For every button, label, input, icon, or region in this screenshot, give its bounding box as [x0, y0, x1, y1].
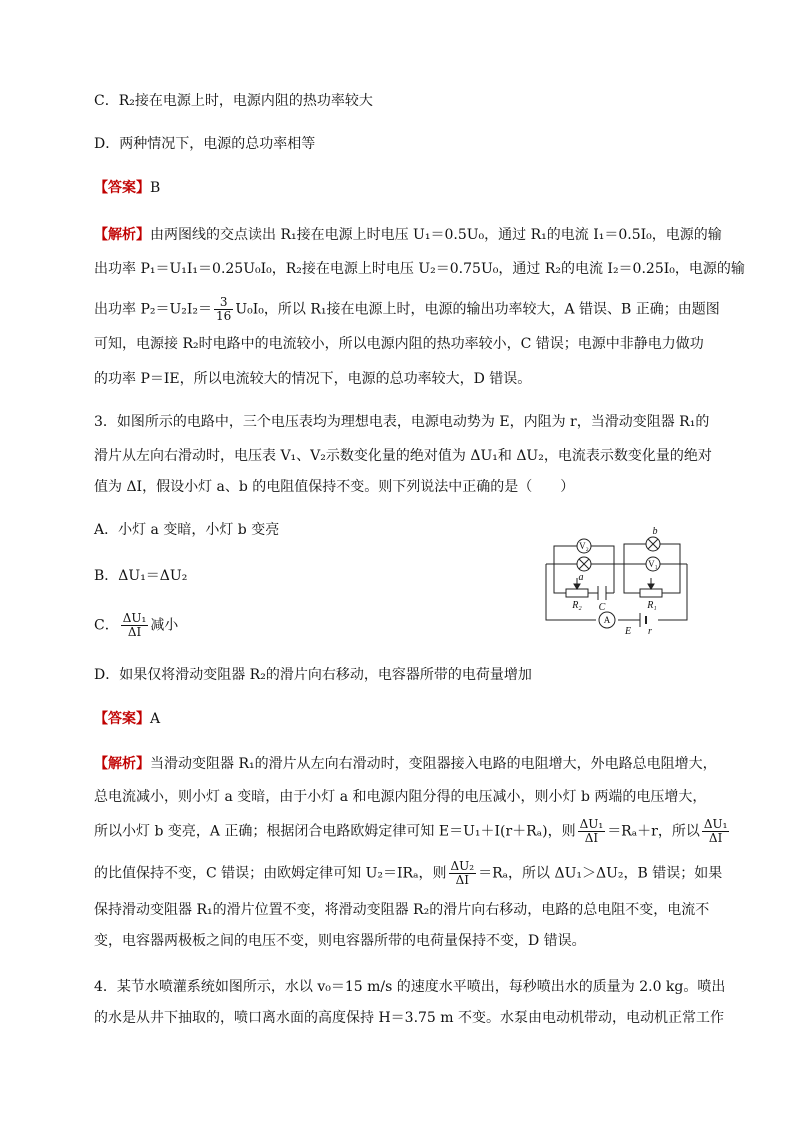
answer-tag: 【答案】	[94, 180, 150, 196]
circuit-diagram	[544, 524, 689, 640]
label-e: E	[624, 626, 632, 637]
wire	[624, 564, 640, 593]
q4-stem-line-1: 4．某节水喷灌系统如图所示，水以 v₀＝15 m/s 的速度水平喷出，每秒喷出水的质量为 2.0 kg。喷出	[94, 979, 726, 995]
q2-analysis-line-2	[94, 259, 745, 279]
analysis-tag: 【解析】	[94, 227, 150, 243]
answer-value: B	[150, 180, 161, 196]
q3-stem-line-2: 滑片从左向右滑动时，电压表 V₁、V₂示数变化量的绝对值为 ΔU₁和 ΔU₂，电流表示数变化量的绝对	[94, 448, 712, 464]
q3-analysis-line-3	[94, 818, 731, 845]
q3-option-c	[94, 612, 178, 639]
option-label: C．	[94, 617, 119, 634]
answer-value: A	[150, 711, 161, 727]
analysis-tag: 【解析】	[94, 756, 150, 772]
q2-option-d: D．两种情况下，电源的总功率相等	[94, 136, 316, 152]
label-c: C	[598, 602, 606, 613]
q3-analysis-line-6: 变，电容器两极板之间的电压不变，则电容器所带的电荷量保持不变，D 错误。	[94, 933, 586, 949]
fraction-numerator: ΔU₂	[450, 859, 475, 873]
label-v1: V₁	[648, 559, 658, 569]
rheostat-r1	[640, 589, 662, 597]
analysis-text: 当滑动变阻器 R₁的滑片从左向右滑动时，变阻器接入电路的电阻增大，外电路总电阻增大，	[150, 756, 717, 772]
fraction-denominator: ΔI	[584, 831, 599, 845]
fraction-numerator: ΔU₁	[122, 611, 147, 625]
q3-stem-line-1: 3．如图所示的电路中，三个电压表均为理想电表，电源电动势为 E，内阻为 r，当滑动变阻器 R₁的	[94, 414, 710, 430]
fraction-numerator: ΔU₁	[579, 817, 604, 831]
analysis-text: ，所以 R₁接在电源上时，电源的输出功率较大，A 错误、B 正确；由题图	[263, 301, 720, 318]
fraction	[214, 296, 233, 323]
label-r1: R₁	[647, 600, 657, 611]
q2-analysis-line-1	[94, 225, 722, 245]
analysis-text: 由两图线的交点读出 R₁接在电源上时电压 U₁＝0.5U₀，通过 R₁的电流 I₁＝0.5I₀，电源的输	[150, 227, 722, 243]
wire	[660, 544, 680, 564]
label-v2: V₂	[579, 541, 589, 551]
analysis-text: ＝Rₐ，所以 ΔU₁＞ΔU₂，B 错误；如果	[478, 865, 723, 882]
fraction-denominator: ΔI	[455, 873, 469, 887]
fraction-denominator: 16	[216, 309, 232, 323]
analysis-text: ＝Rₐ＋r，所以	[607, 823, 700, 840]
q2-analysis-line-5: 的功率 P＝IE，所以电流较大的情况下，电源的总功率较大，D 错误。	[94, 371, 532, 387]
wire	[591, 546, 614, 564]
label-ammeter: A	[603, 615, 611, 625]
wire	[554, 546, 577, 564]
label-b: b	[652, 526, 658, 537]
q3-option-a: A．小灯 a 变暗，小灯 b 变亮	[94, 522, 280, 538]
q3-option-d: D．如果仅将滑动变阻器 R₂的滑片向右移动，电容器所带的电荷量增加	[94, 667, 532, 683]
q3-analysis-line-1	[94, 754, 717, 774]
q2-option-c: C．R₂接在电源上时，电源内阻的热功率较大	[94, 93, 373, 109]
label-a: a	[578, 572, 584, 583]
q3-stem-line-3: 值为 ΔI，假设小灯 a、b 的电阻值保持不变。则下列说法中正确的是（ ）	[94, 479, 575, 495]
label-r: r	[648, 626, 652, 637]
fraction	[449, 860, 477, 887]
fraction-numerator: 3	[214, 296, 233, 310]
fraction-denominator: ΔI	[127, 625, 142, 639]
q2-analysis-line-4: 可知，电源接 R₂时电路中的电流较小，所以电源内阻的热功率较小，C 错误；电源中非静电力做功	[94, 336, 704, 352]
fraction-numerator: ΔU₁	[703, 817, 728, 831]
wire	[662, 564, 680, 593]
q2-analysis-line-3	[94, 296, 720, 323]
rheostat-r2	[566, 589, 588, 597]
analysis-text: ，R₂接在电源上时电压 U₂＝0.75U₀，通过 R₂的电流 I₂＝0.25I₀，电源的输	[271, 261, 745, 277]
fraction	[121, 612, 149, 639]
fraction	[578, 818, 606, 845]
analysis-text: U₀I₀	[235, 301, 264, 318]
q2-answer	[94, 178, 160, 198]
q3-analysis-line-4	[94, 860, 722, 887]
fraction	[702, 818, 730, 845]
analysis-text: 出功率 P₁＝U₁I₁＝0.25U₀I₀	[94, 261, 272, 277]
fraction-denominator: ΔI	[708, 831, 723, 845]
analysis-text: 出功率 P₂＝U₂I₂＝	[94, 301, 213, 318]
wire	[554, 564, 566, 593]
q3-option-b: B．ΔU₁＝ΔU₂	[94, 568, 188, 584]
analysis-text: 所以小灯 b 变亮，A 正确；根据闭合电路欧姆定律可知 E＝U₁＋I(r＋Rₐ)，则	[94, 823, 576, 840]
option-text: 减小	[150, 617, 179, 634]
label-r2: R₂	[572, 600, 582, 611]
q3-answer	[94, 709, 160, 729]
answer-tag: 【答案】	[94, 711, 150, 727]
q3-analysis-line-5: 保持滑动变阻器 R₁的滑片位置不变，将滑动变阻器 R₂的滑片向右移动，电路的总电阻不变，电流不	[94, 902, 710, 918]
wire	[624, 544, 646, 564]
q3-analysis-line-2: 总电流减小，则小灯 a 变暗，由于小灯 a 和电源内阻分得的电压减小，则小灯 b 两端的电压增大，	[94, 789, 707, 805]
q4-stem-line-2: 的水是从井下抽取的，喷口离水面的高度保持 H＝3.75 m 不变。水泵由电动机带动，电动机正常工作	[94, 1010, 725, 1026]
analysis-text: 的比值保持不变，C 错误；由欧姆定律可知 U₂＝IRₐ，则	[94, 865, 447, 882]
